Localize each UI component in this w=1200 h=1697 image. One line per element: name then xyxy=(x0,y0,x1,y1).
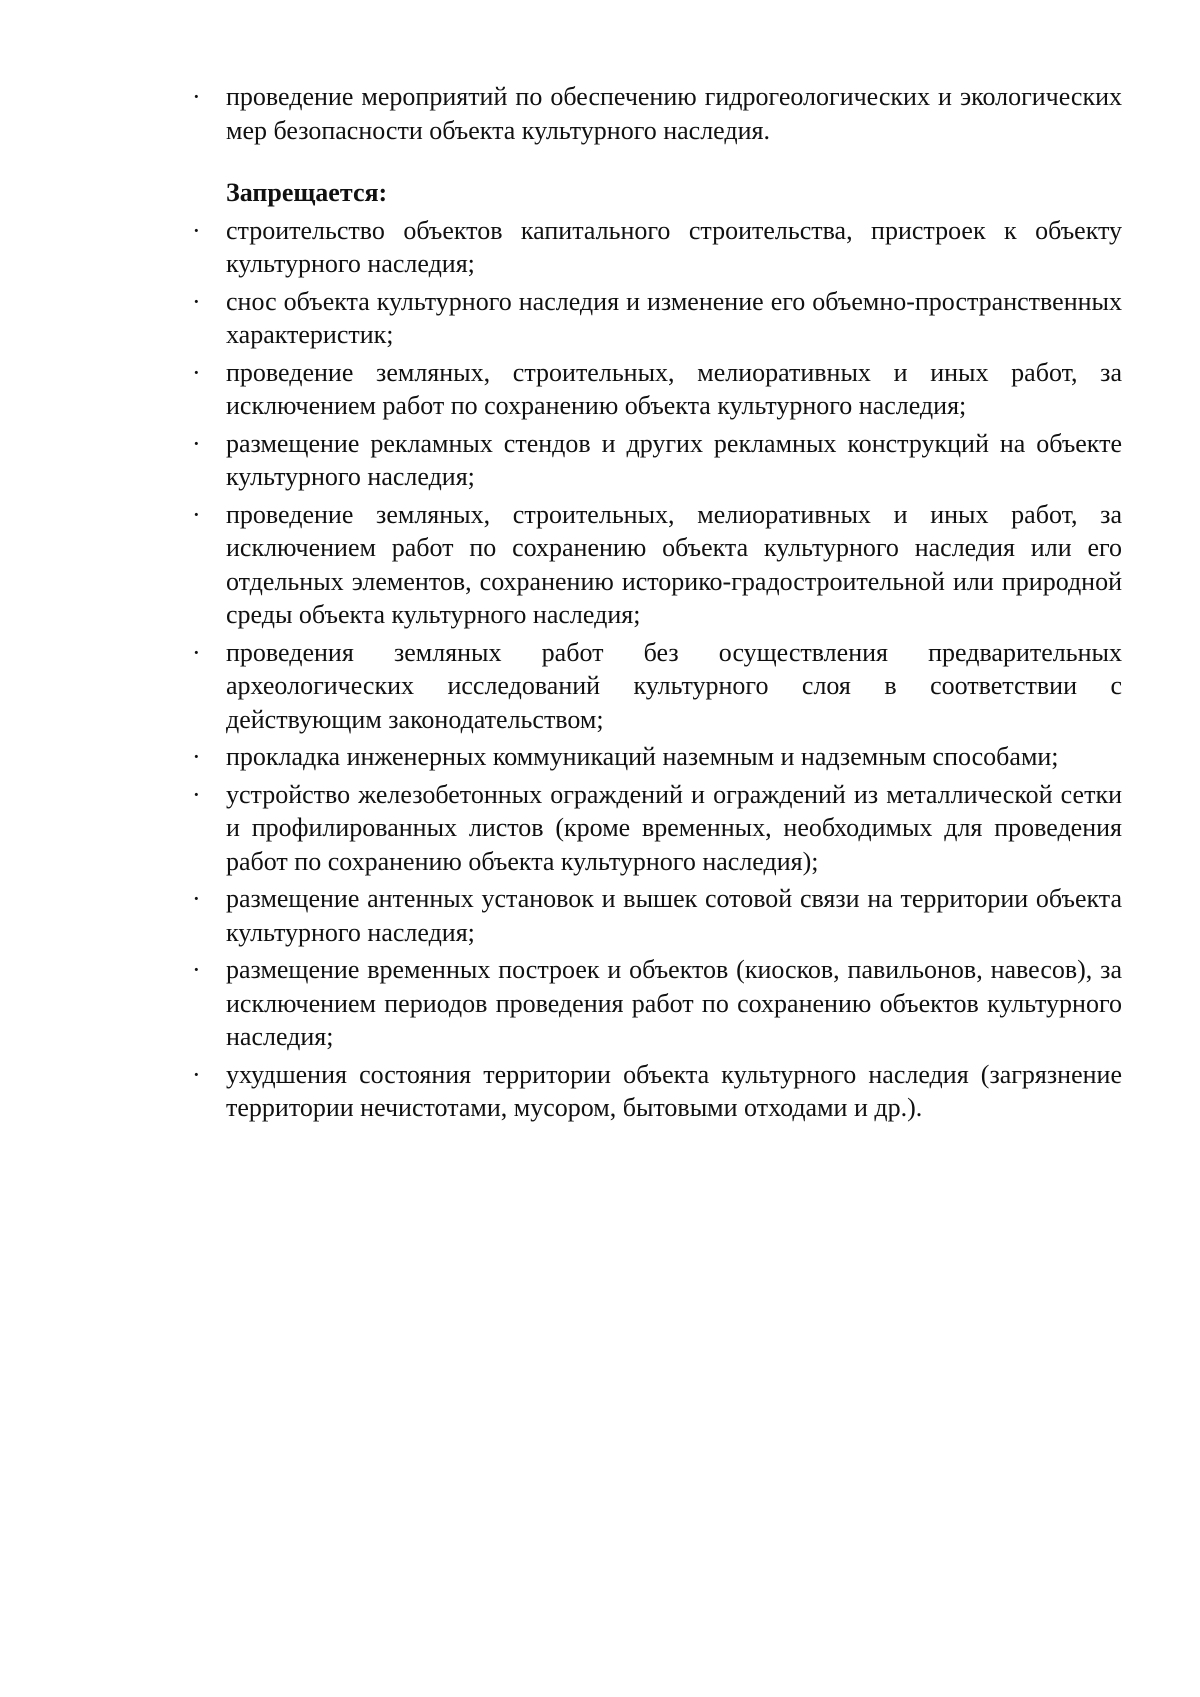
list-item xyxy=(192,427,1122,494)
bullet-marker: · xyxy=(192,1059,201,1089)
bullet-marker: · xyxy=(192,499,201,529)
intro-item-text: проведение мероприятий по обеспечению гидрогеологических и экологических мер безопасности объекта культурного наследия. xyxy=(226,82,1122,145)
list-item-text: проведения земляных работ без осуществления предварительных археологических исследований культурного слоя в соответствии с действующим законодательством; xyxy=(226,637,1122,734)
list-item xyxy=(192,356,1122,423)
list-item-text: снос объекта культурного наследия и изменение его объемно-пространственных характеристик; xyxy=(226,286,1122,349)
list-item xyxy=(192,636,1122,737)
list-item-text: размещение временных построек и объектов (киосков, павильонов, навесов), за исключением периодов проведения работ по сохранению объектов культурного наследия; xyxy=(226,955,1122,1051)
bullet-marker: · xyxy=(192,82,201,111)
list-item xyxy=(192,214,1122,281)
list-item xyxy=(192,953,1122,1054)
intro-item xyxy=(192,80,1122,147)
list-item xyxy=(192,740,1122,774)
bullet-marker: · xyxy=(192,742,201,771)
list-item xyxy=(192,1058,1122,1125)
section-heading: Запрещается: xyxy=(226,178,388,207)
list-item xyxy=(192,498,1122,632)
prohibited-list xyxy=(192,214,1122,1125)
list-item-text: размещение рекламных стендов и других рекламных конструкций на объекте культурного наследия; xyxy=(226,428,1122,491)
list-item-text: проведение земляных, строительных, мелиоративных и иных работ, за исключением работ по сохранению объекта культурного наследия или его отдельных элементов, сохранению историко-градостроительной или природной среды объекта культурного наследия; xyxy=(226,499,1122,629)
bullet-marker: · xyxy=(192,286,201,316)
bullet-marker: · xyxy=(192,637,201,667)
bullet-marker: · xyxy=(192,884,201,913)
list-item-text: прокладка инженерных коммуникаций наземным и надземным способами; xyxy=(226,742,1059,771)
list-item-text: проведение земляных, строительных, мелиоративных и иных работ, за исключением работ по сохранению объекта культурного наследия; xyxy=(226,357,1122,420)
bullet-marker: · xyxy=(192,215,201,245)
document-body xyxy=(192,80,1122,1129)
list-item xyxy=(192,285,1122,352)
bullet-marker: · xyxy=(192,955,201,984)
bullet-marker: · xyxy=(192,779,201,809)
list-item-text: размещение антенных установок и вышек сотовой связи на территории объекта культурного наследия; xyxy=(226,884,1122,947)
list-item-text: строительство объектов капитального строительства, пристроек к объекту культурного наследия; xyxy=(226,215,1122,278)
list-item-text: ухудшения состояния территории объекта культурного наследия (загрязнение территории нечистотами, мусором, бытовыми отходами и др.). xyxy=(226,1059,1122,1122)
list-item xyxy=(192,778,1122,879)
list-item-text: устройство железобетонных ограждений и ограждений из металлической сетки и профилированных листов (кроме временных, необходимых для проведения работ по сохранению объекта культурного наследия); xyxy=(226,779,1122,876)
bullet-marker: · xyxy=(192,428,201,458)
list-item xyxy=(192,882,1122,949)
bullet-marker: · xyxy=(192,357,201,387)
